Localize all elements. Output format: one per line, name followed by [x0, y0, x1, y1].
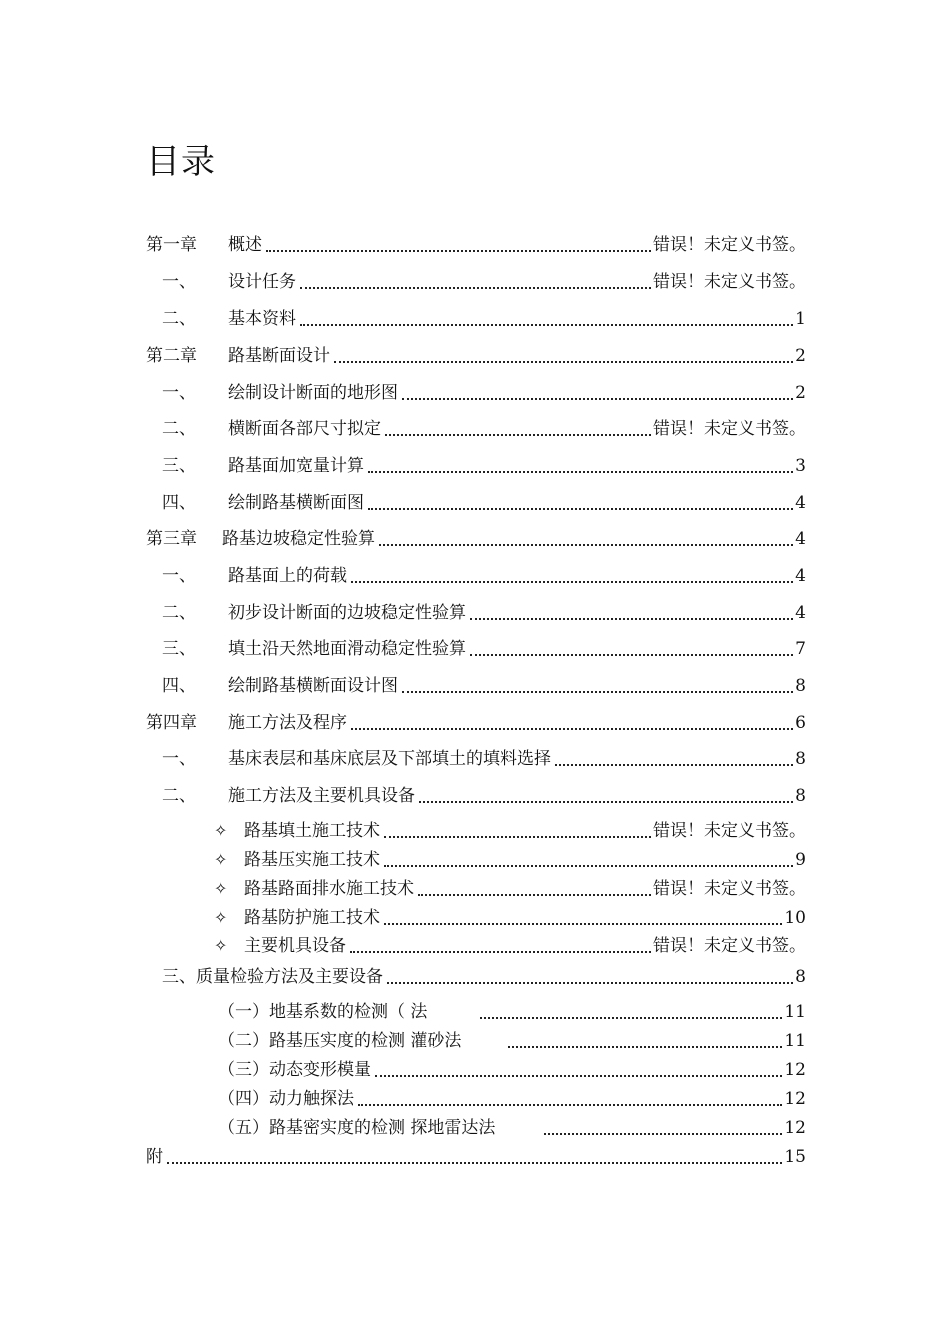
toc-entry-page: 7	[795, 639, 806, 659]
toc-entry-number: 二、	[162, 309, 196, 329]
toc-entry-page: 11	[784, 1031, 806, 1051]
toc-leader-dots	[384, 923, 782, 925]
toc-entry-text: 附	[146, 1147, 163, 1167]
toc-entry-number: 第四章	[146, 713, 197, 733]
toc-entry-page: 4	[795, 529, 806, 549]
toc-entry-number: 一、	[162, 383, 196, 403]
toc-entry-page: 错误！未定义书签。	[653, 419, 806, 439]
toc-leader-dots	[358, 1104, 782, 1106]
toc-entry[interactable]	[146, 524, 806, 550]
toc-leader-dots	[508, 1046, 782, 1048]
toc-entry[interactable]	[162, 488, 806, 514]
toc-entry-number: 四、	[162, 493, 196, 513]
toc-entry[interactable]	[218, 1055, 806, 1081]
toc-entry-page: 错误！未定义书签。	[653, 821, 806, 841]
toc-leader-dots	[300, 324, 793, 326]
toc-entry-text: （五）路基密实度的检测 探地雷达法	[218, 1118, 496, 1138]
toc-entry-number: 第二章	[146, 346, 197, 366]
diamond-bullet-icon: ✧	[214, 850, 228, 869]
toc-leader-dots	[419, 801, 793, 803]
toc-leader-dots	[368, 471, 793, 473]
toc-entry-page: 8	[795, 676, 806, 696]
toc-leader-dots	[266, 250, 651, 252]
toc-leader-dots	[544, 1133, 782, 1135]
toc-entry-page: 12	[784, 1089, 806, 1109]
toc-leader-dots	[375, 1075, 782, 1077]
toc-entry-text: 基本资料	[228, 309, 296, 329]
toc-entry-page: 12	[784, 1118, 806, 1138]
toc-entry-page: 错误！未定义书签。	[653, 235, 806, 255]
toc-entry-page: 3	[795, 456, 806, 476]
toc-entry[interactable]	[146, 341, 806, 367]
toc-entry-text: 三、质量检验方法及主要设备	[162, 967, 383, 987]
toc-entry-page: 12	[784, 1060, 806, 1080]
toc-entry-number: 二、	[162, 786, 196, 806]
toc-leader-dots	[470, 618, 793, 620]
toc-entry[interactable]	[162, 561, 806, 587]
toc-entry-page: 9	[795, 850, 806, 870]
toc-leader-dots	[379, 544, 793, 546]
toc-entry-text: 路基填土施工技术	[244, 821, 380, 841]
toc-entry-number: 一、	[162, 749, 196, 769]
toc-entry[interactable]	[162, 744, 806, 770]
toc-entry[interactable]	[218, 1026, 806, 1052]
toc-entry[interactable]	[214, 845, 806, 871]
toc-entry-number: 四、	[162, 676, 196, 696]
toc-leader-dots	[350, 951, 651, 953]
toc-leader-dots	[418, 894, 651, 896]
toc-entry-text: 路基断面设计	[228, 346, 330, 366]
toc-leader-dots	[384, 865, 793, 867]
toc-leader-dots	[402, 691, 793, 693]
toc-entry-text: 绘制设计断面的地形图	[228, 383, 398, 403]
toc-entry[interactable]	[214, 816, 806, 842]
toc-entry-text: 基床表层和基床底层及下部填土的填料选择	[228, 749, 551, 769]
toc-leader-dots	[351, 581, 793, 583]
toc-leader-dots	[368, 508, 793, 510]
toc-leader-dots	[351, 728, 793, 730]
toc-entry-text: 绘制路基横断面设计图	[228, 676, 398, 696]
toc-entry-page: 15	[784, 1147, 806, 1167]
toc-entry-text: 路基压实施工技术	[244, 850, 380, 870]
toc-entry-page: 1	[795, 309, 806, 329]
toc-entry-page: 11	[784, 1002, 806, 1022]
toc-entry-number: 二、	[162, 603, 196, 623]
toc-entry-text: 初步设计断面的边坡稳定性验算	[228, 603, 466, 623]
toc-entry[interactable]	[162, 414, 806, 440]
toc-entry-page: 4	[795, 566, 806, 586]
toc-entry-text: 路基防护施工技术	[244, 908, 380, 928]
toc-entry-page: 8	[795, 749, 806, 769]
toc-entry-number: 三、	[162, 639, 196, 659]
toc-leader-dots	[387, 982, 793, 984]
toc-entry[interactable]	[162, 267, 806, 293]
toc-entry-text: 概述	[228, 235, 262, 255]
toc-entry[interactable]	[218, 1113, 806, 1139]
toc-entry-text: 绘制路基横断面图	[228, 493, 364, 513]
toc-entry-text: 主要机具设备	[244, 936, 346, 956]
toc-entry-text: 路基面加宽量计算	[228, 456, 364, 476]
toc-entry[interactable]	[162, 671, 806, 697]
toc-entry-number: 三、	[162, 456, 196, 476]
toc-entry-number: 一、	[162, 566, 196, 586]
toc-leader-dots	[480, 1017, 782, 1019]
toc-leader-dots	[470, 654, 793, 656]
diamond-bullet-icon: ✧	[214, 908, 228, 927]
toc-entry-page: 错误！未定义书签。	[653, 272, 806, 292]
toc-entry-text: 设计任务	[228, 272, 296, 292]
toc-entry-text: （四）动力触探法	[218, 1089, 354, 1109]
toc-entry-text: （三）动态变形模量	[218, 1060, 371, 1080]
toc-leader-dots	[384, 836, 651, 838]
toc-entry-text: （二）路基压实度的检测 灌砂法	[218, 1031, 462, 1051]
toc-entry-page: 错误！未定义书签。	[653, 879, 806, 899]
toc-entry[interactable]	[162, 634, 806, 660]
toc-entry-page: 2	[795, 383, 806, 403]
toc-entry-page: 4	[795, 493, 806, 513]
toc-entry-page: 4	[795, 603, 806, 623]
toc-entry[interactable]	[214, 903, 806, 929]
toc-entry-page: 错误！未定义书签。	[653, 936, 806, 956]
toc-leader-dots	[385, 434, 651, 436]
toc-entry-text: 路基边坡稳定性验算	[222, 529, 375, 549]
toc-entry[interactable]	[162, 451, 806, 477]
toc-entry[interactable]	[162, 598, 806, 624]
diamond-bullet-icon: ✧	[214, 936, 228, 955]
toc-entry-text: 施工方法及主要机具设备	[228, 786, 415, 806]
toc-entry-number: 一、	[162, 272, 196, 292]
toc-entry-number: 二、	[162, 419, 196, 439]
toc-entry-text: 填土沿天然地面滑动稳定性验算	[228, 639, 466, 659]
toc-entry-page: 2	[795, 346, 806, 366]
toc-entry[interactable]	[162, 781, 806, 807]
toc-entry-page: 10	[784, 908, 806, 928]
toc-entry-number: 第一章	[146, 235, 197, 255]
toc-leader-dots	[300, 287, 651, 289]
toc-entry-text: （一）地基系数的检测（ 法	[218, 1002, 428, 1022]
toc-entry[interactable]	[218, 997, 806, 1023]
toc-entry[interactable]	[146, 708, 806, 734]
toc-entry-text: 路基路面排水施工技术	[244, 879, 414, 899]
toc-entry[interactable]	[146, 1142, 806, 1168]
toc-entry[interactable]	[146, 230, 806, 256]
toc-leader-dots	[334, 361, 793, 363]
toc-entry[interactable]	[218, 1084, 806, 1110]
page-title: 目录	[146, 142, 216, 182]
toc-entry-text: 路基面上的荷载	[228, 566, 347, 586]
toc-entry-number: 第三章	[146, 529, 197, 549]
toc-entry[interactable]	[214, 931, 806, 957]
toc-entry-text: 横断面各部尺寸拟定	[228, 419, 381, 439]
diamond-bullet-icon: ✧	[214, 879, 228, 898]
toc-leader-dots	[402, 398, 793, 400]
toc-leader-dots	[167, 1162, 782, 1164]
toc-entry[interactable]	[214, 874, 806, 900]
toc-entry-page: 8	[795, 786, 806, 806]
toc-entry-page: 6	[795, 713, 806, 733]
diamond-bullet-icon: ✧	[214, 821, 228, 840]
toc-leader-dots	[555, 764, 793, 766]
toc-entry[interactable]	[162, 962, 806, 988]
toc-entry[interactable]	[162, 304, 806, 330]
toc-entry-page: 8	[795, 967, 806, 987]
toc-entry[interactable]	[162, 378, 806, 404]
toc-entry-text: 施工方法及程序	[228, 713, 347, 733]
